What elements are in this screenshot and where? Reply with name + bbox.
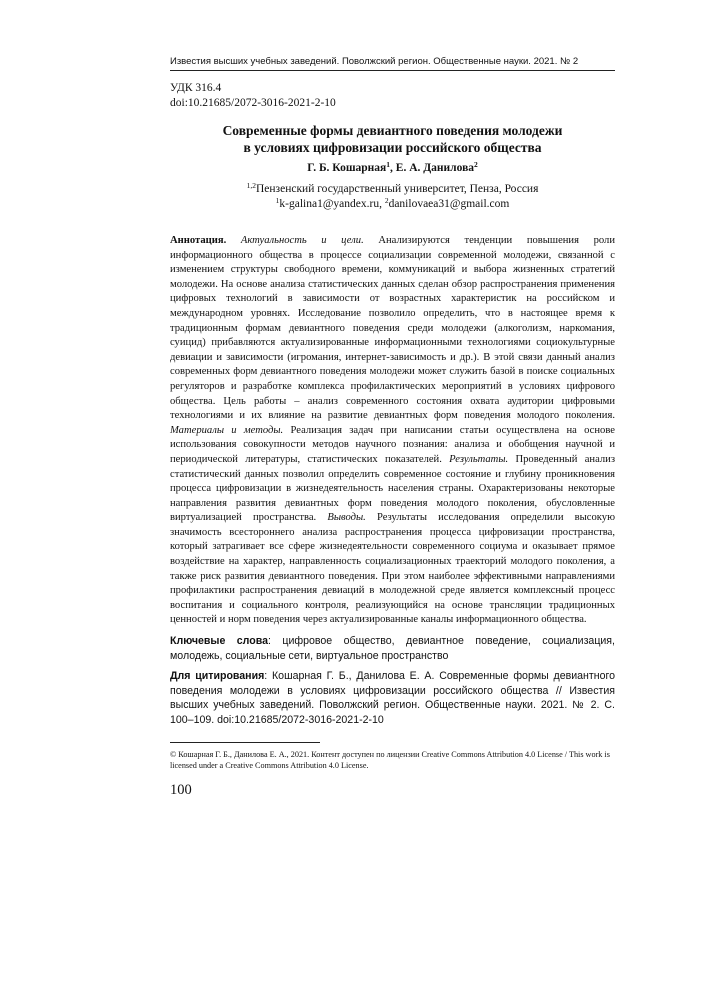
email-separator: , [379, 198, 385, 210]
abstract-label-conclusions: Выводы. [327, 512, 366, 524]
keywords-text: : цифровое общество, девиантное поведение, социализация, молодежь, социальные сети, виртуальное пространство [170, 635, 615, 662]
abstract-label-methods: Материалы и методы. [170, 424, 284, 436]
keywords-label: Ключевые слова [170, 635, 269, 648]
article-title [170, 123, 615, 156]
abstract-label-relevance: Актуальность и цели. [240, 235, 364, 246]
udk-code: УДК 316.4 [170, 82, 222, 94]
author-separator: , [390, 162, 396, 174]
affiliation-sup: 1,2 [246, 181, 256, 190]
abstract [170, 234, 615, 628]
abstract-text-conclusions: Результаты исследования определили высокую значимость всестороннего анализа распространения процесса цифровизации пространства, который затрагивает все сфере жизнедеятельности современного социума и оказывает прямое воздействие на характер, направленность социализационных траекторий молодого поколения, а также риск развития девиантного поведения. При этом наиболее эффективными направлениями профилактики распространения девиаций в молодежной среде является комплексный процесс воспитания и социального контроля, реализующийся на основе трансляции традиционных ценностей и норм поведения через актуализированные каналы информационного общества. [170, 512, 615, 626]
abstract-text-results: Проведенный анализ статистический данных позволил определить современное состояние и глубину проникновения процесса цифровизации в жизнедеятельность населения страны. Охарактеризованы некоторые направления развития девиантных форм поведения молодого поколения, обусловленные виртуализацией пространства. [170, 453, 616, 524]
author-1: Г. Б. Кошарная [307, 162, 387, 174]
citation-label: Для цитирования [170, 670, 265, 683]
running-head: Известия высших учебных заведений. Поволжский регион. Общественные науки. 2021. № 2 [170, 56, 615, 71]
doi: doi:10.21685/2072-3016-2021-2-10 [170, 97, 336, 109]
author-2: Е. А. Данилова [395, 162, 475, 174]
email-1-sup: 1 [275, 196, 280, 205]
affiliation-text: Пензенский государственный университет, Пенза, Россия [255, 183, 539, 195]
authors [170, 162, 615, 174]
citation [170, 669, 615, 727]
email-2[interactable]: danilovaea31@gmail.com [388, 198, 510, 210]
abstract-label-results: Результаты. [449, 453, 509, 465]
title-line-2: в условиях цифровизации российского общества [243, 139, 542, 155]
abstract-text-relevance: Анализируются тенденции повышения роли информационного общества в процессе социализации современной молодежи, связанной с изменением структуры свободного времени, коммуникаций и выбора жизненных стратегий молодежи. На основе анализа статистических данных сделан обзор распространения применения цифровых технологий в зависимости от возрастных характеристик на российском и международном уровнях. Исследование позволило определить, что в настоящее время к традиционным формам девиантного поведения среди молодежи (алкоголизм, наркомания, суицид) прибавляются актуализированные информационными технологиями социокультурные девиации и зависимости (игромания, интернет-зависимость и др.). В этой связи данный анализ современных форм девиантного поведения молодежи может служить базой в поиске социальных регуляторов и разработке комплекса профилактических мероприятий в условиях цифрового общества. Цель работы – анализ современного состояния охвата аудитории цифровыми технологиями и их влияние на развитие девиантных форм поведения молодого поколения. [170, 235, 615, 422]
page-number: 100 [170, 781, 192, 798]
affiliation-block [170, 182, 615, 212]
citation-text: : Кошарная Г. Б., Данилова Е. А. Современные формы девиантного поведения молодежи в условиях цифровизации российского общества // Известия высших учебных заведений. Поволжский регион. Общественные науки. 2021. № 2. С. 100–109. doi:10.21685/2072-3016-2021-2-10 [170, 670, 615, 726]
email-1[interactable]: k-galina1@yandex.ru [279, 198, 380, 210]
email-2-sup: 2 [384, 196, 389, 205]
keywords [170, 634, 615, 663]
title-line-1: Современные формы девиантного поведения молодежи [222, 123, 563, 138]
affiliation [170, 182, 615, 197]
journal-page [170, 56, 615, 799]
author-2-sup: 2 [474, 160, 478, 169]
author-1-sup: 1 [386, 160, 391, 169]
article-meta [170, 81, 615, 111]
abstract-lead: Аннотация. [170, 235, 227, 246]
emails [170, 197, 615, 212]
license-footnote: © Кошарная Г. Б., Данилова Е. А., 2021. Контент доступен по лицензии Creative Commons Attribution 4.0 License / This work is licensed under a Creative Commons Attribution 4.0 License. [170, 749, 610, 771]
abstract-text-methods: Реализация задач при написании статьи осуществлена на основе использования совокупности методов научного познания: анализа и обобщения научной и периодической литературы, статистических показателей. [170, 424, 615, 465]
footnote-divider [170, 742, 320, 743]
